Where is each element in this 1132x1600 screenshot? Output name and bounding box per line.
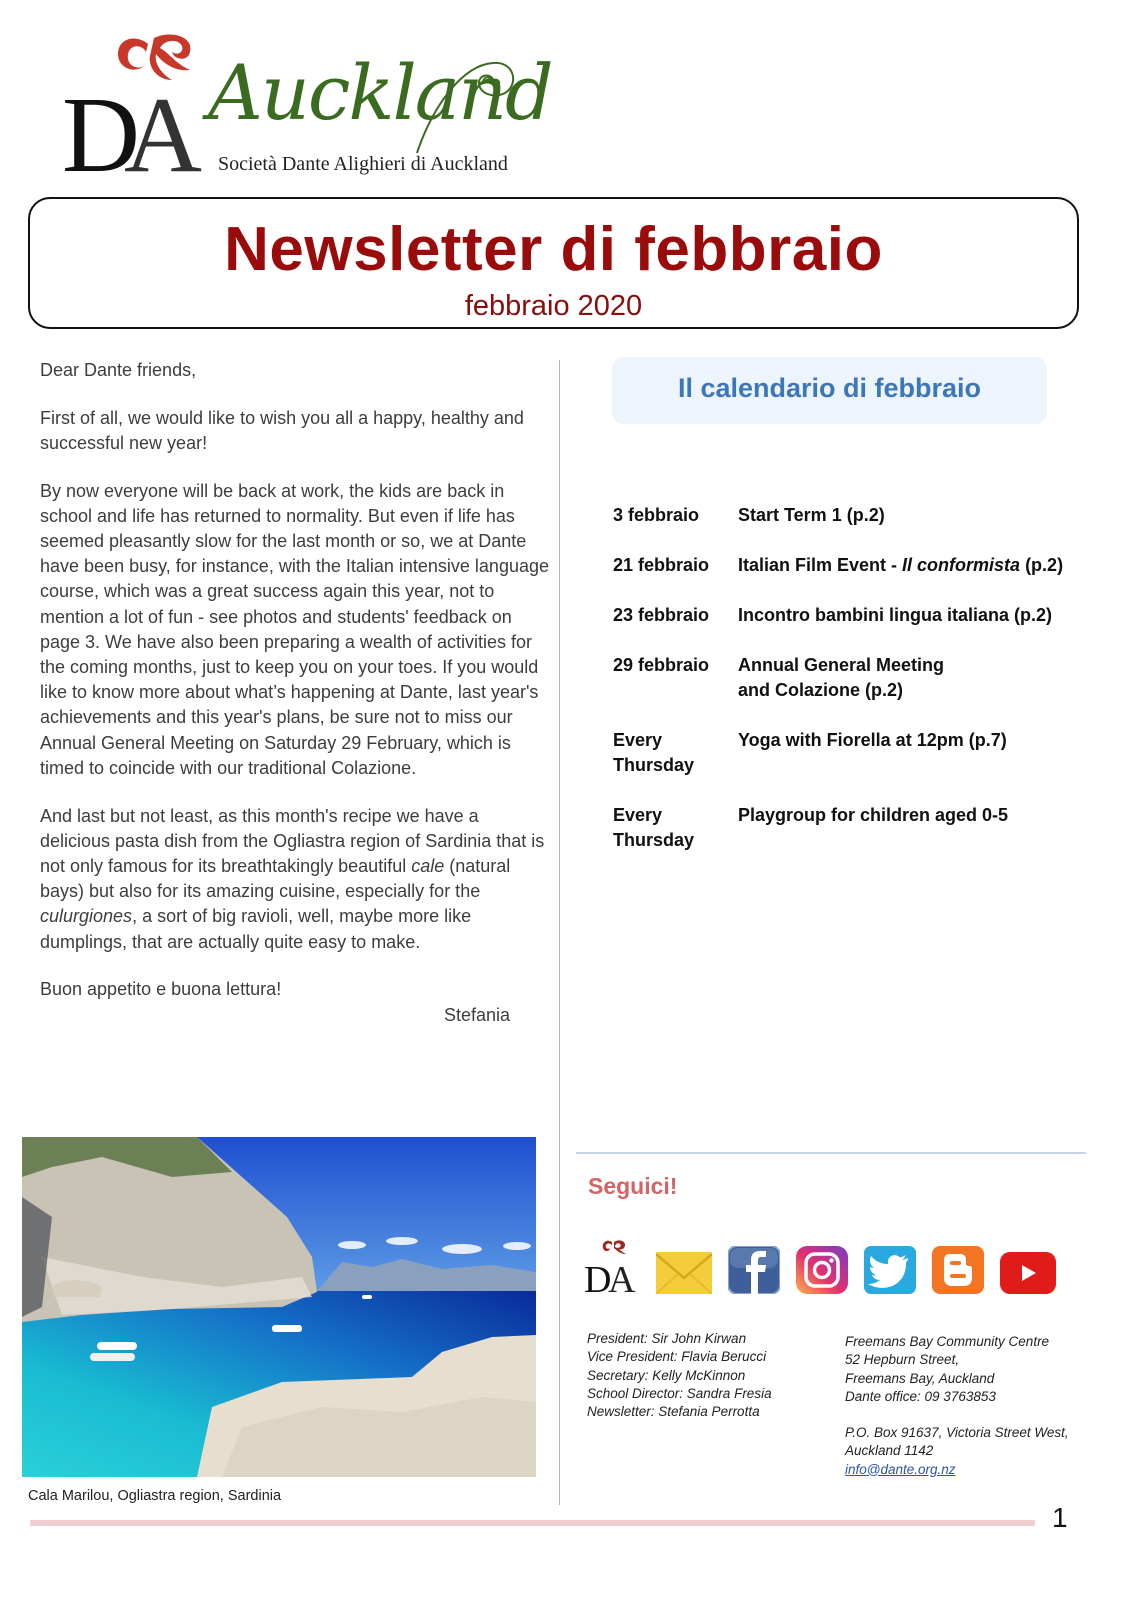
- logo-script-text: Auckland: [208, 48, 552, 137]
- editor-letter: [40, 358, 550, 1051]
- calendar-event: [613, 728, 1113, 778]
- date-line: Thursday: [613, 755, 695, 775]
- spacer: [845, 1406, 1069, 1424]
- twitter-icon[interactable]: [864, 1246, 916, 1294]
- society-logo: [58, 30, 552, 195]
- date-line: Every: [613, 805, 663, 825]
- address-line: Freemans Bay Community Centre: [845, 1334, 1050, 1349]
- newsletter-title-box: [28, 197, 1079, 329]
- event-line: and Colazione (p.2): [738, 680, 904, 700]
- fern-swirl-icon: [413, 45, 523, 155]
- date-line: Every: [613, 730, 663, 750]
- calendar-header: Il calendario di febbraio: [612, 357, 1047, 424]
- calendar-event: [613, 603, 1113, 628]
- event-text: Italian Film Event -: [738, 555, 903, 575]
- phone-line: Dante office: 09 3763853: [845, 1388, 996, 1404]
- recipe-text: And last but not least, as this month's recipe we have a delicious pasta dish from the Ogliastra region of Sardinia that is not only famous for its breathtakingly beautiful: [40, 805, 545, 876]
- event-date: 3 febbraio: [613, 505, 700, 525]
- newsletter-title: Newsletter di febbraio: [224, 215, 883, 284]
- logo-letter-a: A: [124, 76, 202, 195]
- svg-text:D: D: [584, 1259, 612, 1294]
- event-description: Playgroup for children aged 0-5: [738, 805, 1009, 825]
- event-description: Yoga with Fiorella at 12pm (p.7): [738, 730, 1007, 750]
- svg-text:A: A: [608, 1259, 636, 1294]
- recipe-text: , a sort of big ravioli, well, maybe more like dumplings, that are actually quite easy to make.: [40, 906, 472, 952]
- letter-paragraph: By now everyone will be back at work, the kids are back in school and life has returned to normality. But even if life has seemed pleasantly slow for the last month or so, we at Dante have been busy, for instance, with the Italian intensive language course, which was a great success again this year, not to mention a lot of fun - see photos and students' feedback on page 3. We have also been preparing a wealth of activities for the coming months, just to keep you on your toes. If you would like to know more about what’s happening at Dante, last year's achievements and this year's plans, be sure not to miss our Annual General Meeting on Saturday 29 February, which is timed to coincide with our traditional Colazione.: [40, 480, 550, 778]
- social-icons: [584, 1234, 1056, 1294]
- italic-term-culurgiones: culurgiones: [40, 906, 133, 927]
- event-date: 29 febbraio: [613, 655, 710, 675]
- email-icon[interactable]: [656, 1252, 712, 1294]
- follow-us-title: Seguici!: [588, 1173, 678, 1199]
- email-link[interactable]: info@dante.org.nz: [845, 1461, 956, 1477]
- event-description: Start Term 1 (p.2): [738, 505, 885, 525]
- po-box-line: Auckland 1142: [845, 1443, 934, 1459]
- officers-list: [587, 1330, 772, 1421]
- letter-signature: Stefania: [443, 1004, 510, 1025]
- letter-recipe-paragraph: [40, 804, 550, 955]
- event-date: [613, 803, 738, 853]
- officer-line: President: Sir John Kirwan: [587, 1331, 747, 1346]
- event-description: [738, 653, 1113, 703]
- letter-closing: Buon appetito e buona lettura!: [40, 979, 282, 1000]
- po-box-line: P.O. Box 91637, Victoria Street West,: [845, 1425, 1069, 1441]
- letter-greeting: Dear Dante friends,: [40, 360, 197, 380]
- event-description: [738, 553, 1113, 578]
- film-title: Il conformista: [902, 555, 1021, 575]
- officer-line: Vice President: Flavia Berucci: [587, 1349, 767, 1365]
- officer-line: Secretary: Kelly McKinnon: [587, 1367, 746, 1383]
- address-line: Freemans Bay, Auckland: [845, 1370, 995, 1386]
- contact-address: [845, 1333, 1069, 1479]
- facebook-icon[interactable]: [728, 1246, 780, 1294]
- officer-line: Newsletter: Stefania Perrotta: [587, 1404, 760, 1420]
- dante-logo-icon[interactable]: [584, 1238, 640, 1294]
- calendar-event: [613, 803, 1113, 853]
- italic-term-cale: cale: [411, 855, 445, 876]
- calendar-event: [613, 653, 1113, 703]
- calendar-event: [613, 503, 1113, 528]
- event-line: Annual General Meeting: [738, 655, 945, 675]
- event-text: (p.2): [1020, 555, 1064, 575]
- address-line: 52 Hepburn Street,: [845, 1352, 960, 1368]
- letter-paragraph: First of all, we would like to wish you all a happy, healthy and successful new year!: [40, 407, 524, 453]
- section-divider: [576, 1152, 1086, 1154]
- page-number: 1: [1052, 1502, 1068, 1533]
- officer-line: School Director: Sandra Fresia: [587, 1385, 772, 1401]
- youtube-icon[interactable]: [1000, 1252, 1056, 1294]
- newsletter-date: febbraio 2020: [464, 290, 643, 322]
- event-date: 21 febbraio: [613, 555, 710, 575]
- blogger-icon[interactable]: [932, 1246, 984, 1294]
- recipe-text: (natural bays) but also for its amazing cuisine, especially for the: [40, 855, 511, 902]
- logo-letter-d: D: [62, 76, 126, 195]
- calendar-event: [613, 553, 1113, 578]
- event-date: [613, 728, 738, 778]
- photo-caption: Cala Marilou, Ogliastra region, Sardinia: [28, 1488, 282, 1504]
- date-line: Thursday: [613, 830, 695, 850]
- instagram-icon[interactable]: [796, 1246, 848, 1294]
- logo-subtitle: Società Dante Alighieri di Auckland: [218, 153, 508, 175]
- calendar-list: [613, 503, 1113, 878]
- event-date: 23 febbraio: [613, 605, 710, 625]
- column-divider: [559, 360, 560, 1505]
- sardinia-bay-photo: [22, 1137, 536, 1477]
- footer-rule: [30, 1520, 1035, 1526]
- event-description: Incontro bambini lingua italiana (p.2): [738, 605, 1053, 625]
